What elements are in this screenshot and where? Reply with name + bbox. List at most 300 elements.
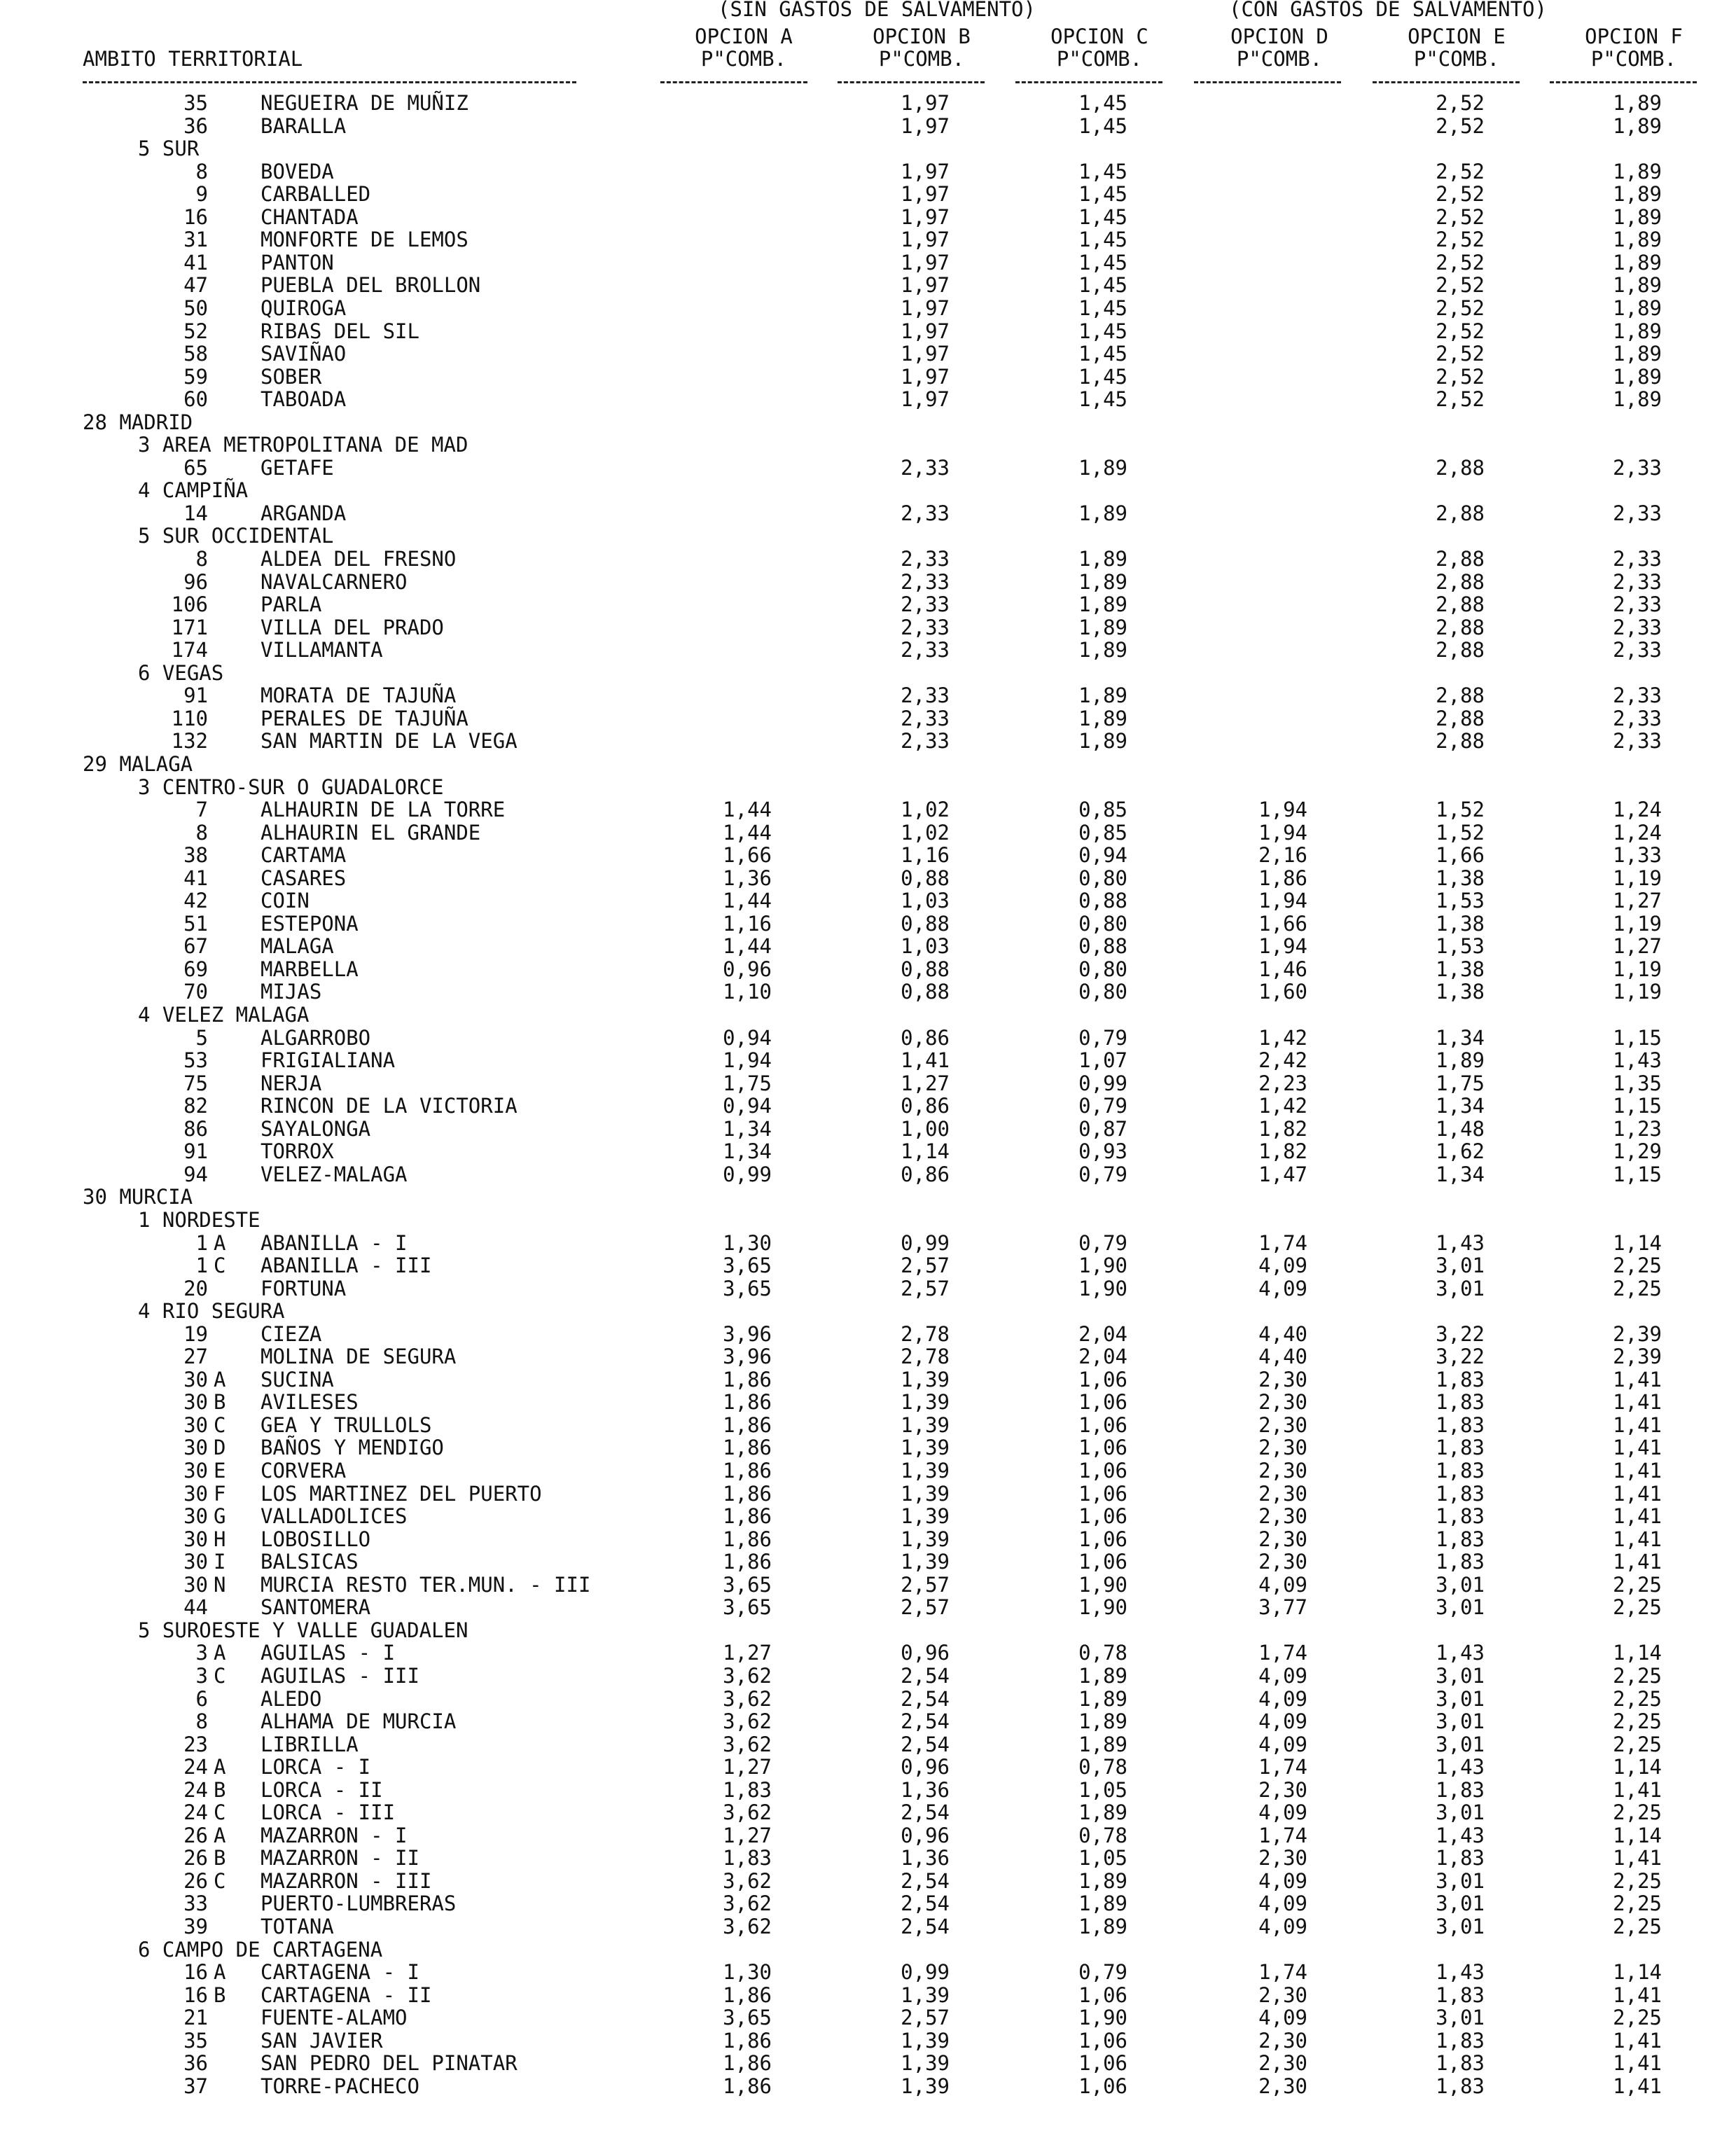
municipality-row <box>0 1095 1736 1117</box>
opcion-f-value: 1,89 <box>1613 228 1662 252</box>
municipality-name: QUIROGA <box>261 296 347 320</box>
opcion-c-value: 1,89 <box>1078 706 1127 730</box>
opcion-e-value: 1,43 <box>1436 1755 1485 1779</box>
opcion-d-value: 2,30 <box>1258 1504 1307 1529</box>
municipality-name: MIJAS <box>261 980 322 1004</box>
opcion-e-value: 2,52 <box>1436 387 1485 412</box>
opcion-b-value: 1,97 <box>901 319 950 343</box>
municipality-code: 8 <box>195 547 208 571</box>
opcion-a-value: 1,86 <box>723 2074 772 2098</box>
opcion-f-value: 1,89 <box>1613 91 1662 115</box>
municipality-code: 37 <box>183 2074 208 2098</box>
opcion-e-value: 3,01 <box>1436 1891 1485 1916</box>
opcion-f-value: 1,89 <box>1613 273 1662 298</box>
municipality-name: ABANILLA - III <box>261 1254 432 1277</box>
opcion-f-value: 1,29 <box>1613 1139 1662 1164</box>
municipality-code: 16 <box>183 204 208 229</box>
opcion-e-value: 2,88 <box>1436 592 1485 617</box>
opcion-d-value: 2,30 <box>1258 1527 1307 1551</box>
opcion-d-value: 1,94 <box>1258 820 1307 845</box>
opcion-b-value: 1,97 <box>901 273 950 298</box>
opcion-c-header: OPCION C <box>1050 25 1148 48</box>
opcion-f-value: 2,39 <box>1613 1345 1662 1369</box>
municipality-row <box>0 2029 1736 2052</box>
opcion-d-value: 1,46 <box>1258 957 1307 981</box>
opcion-b-value: 1,39 <box>901 1504 950 1529</box>
municipality-code: 30 <box>183 1367 208 1391</box>
zone-row <box>0 1004 1736 1026</box>
opcion-f-value: 1,14 <box>1613 1823 1662 1847</box>
municipality-row <box>0 1391 1736 1413</box>
opcion-a-value: 3,62 <box>723 1709 772 1733</box>
municipality-name: SAN JAVIER <box>261 2028 383 2053</box>
opcion-e-value: 3,01 <box>1436 1732 1485 1756</box>
opcion-b-value: 1,39 <box>901 1436 950 1460</box>
opcion-d-value: 1,74 <box>1258 1755 1307 1779</box>
opcion-e-subheader: P"COMB. <box>1413 47 1500 71</box>
opcion-f-value: 2,33 <box>1613 615 1662 639</box>
municipality-name: SAVIÑAO <box>261 342 347 366</box>
opcion-b-value: 1,97 <box>901 91 950 115</box>
opcion-f-value: 2,25 <box>1613 1732 1662 1756</box>
opcion-e-value: 1,83 <box>1436 1983 1485 2007</box>
opcion-b-value: 2,54 <box>901 1663 950 1688</box>
opcion-c-value: 0,80 <box>1078 980 1127 1004</box>
opcion-f-value: 1,41 <box>1613 1481 1662 1506</box>
opcion-e-value: 2,52 <box>1436 273 1485 298</box>
opcion-b-value: 2,54 <box>901 1868 950 1893</box>
municipality-code: 53 <box>183 1048 208 1073</box>
municipality-row <box>0 1345 1736 1368</box>
municipality-name: SAYALONGA <box>261 1116 371 1141</box>
opcion-d-value: 4,09 <box>1258 1800 1307 1825</box>
opcion-c-value: 1,45 <box>1078 319 1127 343</box>
municipality-code: 3 <box>195 1641 208 1665</box>
opcion-b-value: 2,57 <box>901 2006 950 2030</box>
opcion-f-value: 1,27 <box>1613 934 1662 959</box>
zone-row <box>0 1619 1736 1641</box>
municipality-row <box>0 115 1736 137</box>
opcion-e-value: 1,62 <box>1436 1139 1485 1164</box>
opcion-b-value: 1,97 <box>901 250 950 275</box>
opcion-f-value: 2,25 <box>1613 1800 1662 1825</box>
opcion-b-value: 1,97 <box>901 204 950 229</box>
opcion-b-value: 0,88 <box>901 866 950 890</box>
municipality-name: BOVEDA <box>261 159 334 183</box>
opcion-e-value: 1,38 <box>1436 866 1485 890</box>
municipality-row <box>0 1688 1736 1710</box>
opcion-b-value: 1,16 <box>901 843 950 868</box>
opcion-f-value: 2,33 <box>1613 683 1662 708</box>
municipality-code: 8 <box>195 820 208 845</box>
municipality-row <box>0 92 1736 114</box>
opcion-d-value: 1,42 <box>1258 1025 1307 1050</box>
zone-row <box>0 1938 1736 1961</box>
opcion-c-value: 1,89 <box>1078 1868 1127 1893</box>
opcion-d-value: 1,94 <box>1258 889 1307 913</box>
municipality-row <box>0 1049 1736 1071</box>
opcion-e-value: 1,38 <box>1436 957 1485 981</box>
opcion-e-value: 1,83 <box>1436 1436 1485 1460</box>
municipality-row <box>0 320 1736 342</box>
opcion-d-value: 4,09 <box>1258 1663 1307 1688</box>
municipality-code: 132 <box>171 729 208 754</box>
municipality-name: BARALLA <box>261 113 347 138</box>
municipality-row <box>0 867 1736 889</box>
opcion-a-value: 1,86 <box>723 1504 772 1529</box>
municipality-code: 6 <box>195 1686 208 1711</box>
opcion-f-value: 1,19 <box>1613 866 1662 890</box>
municipality-row <box>0 1505 1736 1527</box>
municipality-name: NAVALCARNERO <box>261 569 408 594</box>
opcion-a-value: 1,86 <box>723 1390 772 1415</box>
municipality-name: MAZARRON - III <box>261 1868 432 1893</box>
opcion-f-value: 1,35 <box>1613 1071 1662 1095</box>
opcion-a-value: 1,34 <box>723 1139 772 1164</box>
municipality-code: 75 <box>183 1071 208 1095</box>
municipality-suffix: N <box>214 1572 226 1597</box>
opcion-d-value: 4,09 <box>1258 1572 1307 1597</box>
municipality-row <box>0 1277 1736 1300</box>
opcion-c-value: 1,89 <box>1078 1709 1127 1733</box>
opcion-b-value: 0,96 <box>901 1755 950 1779</box>
municipality-suffix: C <box>214 1412 226 1437</box>
municipality-row <box>0 912 1736 935</box>
opcion-a-value: 3,62 <box>723 1800 772 1825</box>
opcion-b-value: 2,57 <box>901 1276 950 1300</box>
opcion-b-value: 0,86 <box>901 1025 950 1050</box>
opcion-f-value: 1,15 <box>1613 1025 1662 1050</box>
municipality-suffix: B <box>214 1777 226 1802</box>
municipality-name: VILLAMANTA <box>261 638 383 662</box>
opcion-c-value: 1,45 <box>1078 159 1127 183</box>
opcion-b-value: 1,02 <box>901 798 950 821</box>
municipality-row <box>0 1915 1736 1938</box>
municipality-code: 26 <box>183 1846 208 1870</box>
opcion-b-value: 2,33 <box>901 569 950 594</box>
opcion-a-value: 1,86 <box>723 1436 772 1460</box>
opcion-a-value: 3,62 <box>723 1915 772 1938</box>
opcion-e-value: 2,88 <box>1436 615 1485 639</box>
opcion-e-value: 1,83 <box>1436 1504 1485 1529</box>
opcion-a-value: 1,44 <box>723 798 772 821</box>
opcion-b-value: 1,39 <box>901 1390 950 1415</box>
opcion-c-value: 1,05 <box>1078 1777 1127 1802</box>
opcion-d-value: 1,94 <box>1258 798 1307 821</box>
municipality-code: 86 <box>183 1116 208 1141</box>
opcion-b-value: 2,54 <box>901 1686 950 1711</box>
opcion-f-value: 2,33 <box>1613 501 1662 525</box>
municipality-code: 94 <box>183 1162 208 1186</box>
opcion-a-value: 3,65 <box>723 1572 772 1597</box>
municipality-name: SUCINA <box>261 1367 334 1391</box>
municipality-code: 38 <box>183 843 208 868</box>
opcion-b-value: 1,39 <box>901 1367 950 1391</box>
municipality-code: 30 <box>183 1390 208 1415</box>
municipality-suffix: C <box>214 1868 226 1893</box>
opcion-c-value: 1,06 <box>1078 1390 1127 1415</box>
opcion-a-header: OPCION A <box>695 25 793 48</box>
opcion-e-value: 1,48 <box>1436 1116 1485 1141</box>
opcion-b-value: 0,88 <box>901 980 950 1004</box>
opcion-c-value: 1,45 <box>1078 273 1127 298</box>
opcion-f-value: 2,25 <box>1613 1663 1662 1688</box>
opcion-b-value: 0,88 <box>901 957 950 981</box>
municipality-name: AGUILAS - I <box>261 1641 396 1665</box>
opcion-a-value: 0,96 <box>723 957 772 981</box>
opcion-c-value: 0,93 <box>1078 1139 1127 1164</box>
province-row <box>0 411 1736 433</box>
opcion-a-value: 3,62 <box>723 1868 772 1893</box>
opcion-e-value: 2,88 <box>1436 547 1485 571</box>
opcion-f-value: 1,14 <box>1613 1230 1662 1255</box>
opcion-e-value: 2,88 <box>1436 501 1485 525</box>
municipality-code: 42 <box>183 889 208 913</box>
opcion-e-value: 3,01 <box>1436 1276 1485 1300</box>
opcion-a-value: 0,94 <box>723 1094 772 1118</box>
municipality-code: 174 <box>171 638 208 662</box>
municipality-name: VILLA DEL PRADO <box>261 615 444 639</box>
opcion-b-value: 2,33 <box>901 501 950 525</box>
opcion-e-value: 2,88 <box>1436 706 1485 730</box>
opcion-f-value: 1,15 <box>1613 1094 1662 1118</box>
municipality-name: ALHAMA DE MURCIA <box>261 1709 457 1733</box>
opcion-a-value: 1,44 <box>723 889 772 913</box>
opcion-a-value: 3,62 <box>723 1891 772 1916</box>
opcion-f-value: 1,27 <box>1613 889 1662 913</box>
opcion-a-value: 1,86 <box>723 1550 772 1574</box>
municipality-code: 27 <box>183 1345 208 1369</box>
opcion-f-value: 1,41 <box>1613 1846 1662 1870</box>
opcion-a-value: 1,30 <box>723 1230 772 1255</box>
municipality-code: 106 <box>171 592 208 617</box>
municipality-row <box>0 1824 1736 1847</box>
opcion-e-value: 3,01 <box>1436 2006 1485 2030</box>
opcion-f-value: 1,41 <box>1613 1436 1662 1460</box>
opcion-f-value: 1,19 <box>1613 911 1662 936</box>
opcion-b-value: 2,33 <box>901 706 950 730</box>
opcion-e-value: 1,83 <box>1436 1527 1485 1551</box>
opcion-b-value: 2,33 <box>901 592 950 617</box>
opcion-c-value: 1,89 <box>1078 547 1127 571</box>
opcion-b-value: 0,86 <box>901 1094 950 1118</box>
municipality-name: ABANILLA - I <box>261 1230 408 1255</box>
province-row <box>0 1186 1736 1208</box>
zone-row <box>0 1300 1736 1322</box>
municipality-row <box>0 1984 1736 2006</box>
opcion-b-subheader: P"COMB. <box>878 47 965 71</box>
opcion-e-value: 1,34 <box>1436 1094 1485 1118</box>
opcion-e-value: 1,83 <box>1436 2028 1485 2053</box>
opcion-e-value: 3,01 <box>1436 1800 1485 1825</box>
opcion-c-value: 1,90 <box>1078 1276 1127 1300</box>
municipality-code: 1 <box>195 1254 208 1277</box>
municipality-suffix: B <box>214 1846 226 1870</box>
opcion-a-subheader: P"COMB. <box>700 47 787 71</box>
municipality-row <box>0 297 1736 319</box>
municipality-row <box>0 1710 1736 1733</box>
municipality-row <box>0 251 1736 274</box>
zone-row <box>0 662 1736 684</box>
opcion-a-value: 1,44 <box>723 820 772 845</box>
municipality-row <box>0 1892 1736 1915</box>
opcion-b-value: 1,02 <box>901 820 950 845</box>
opcion-f-value: 1,19 <box>1613 957 1662 981</box>
opcion-f-value: 2,33 <box>1613 455 1662 480</box>
opcion-a-value: 1,86 <box>723 1367 772 1391</box>
opcion-b-value: 2,33 <box>901 615 950 639</box>
opcion-b-value: 1,39 <box>901 1983 950 2007</box>
opcion-c-value: 1,06 <box>1078 1481 1127 1506</box>
header-rule-opcion-e <box>1373 81 1520 83</box>
municipality-suffix: E <box>214 1459 226 1483</box>
opcion-a-value: 1,27 <box>723 1755 772 1779</box>
municipality-row <box>0 388 1736 410</box>
opcion-a-value: 0,94 <box>723 1025 772 1050</box>
opcion-b-value: 1,97 <box>901 159 950 183</box>
opcion-e-value: 1,52 <box>1436 798 1485 821</box>
municipality-suffix: G <box>214 1504 226 1529</box>
municipality-code: 31 <box>183 228 208 252</box>
municipality-row <box>0 1323 1736 1345</box>
municipality-name: CARTAGENA - I <box>261 1960 419 1985</box>
opcion-b-value: 1,97 <box>901 364 950 389</box>
opcion-c-value: 2,04 <box>1078 1345 1127 1369</box>
municipality-row <box>0 206 1736 228</box>
opcion-e-value: 1,75 <box>1436 1071 1485 1095</box>
opcion-a-value: 3,65 <box>723 1254 772 1277</box>
zone-row <box>0 137 1736 160</box>
opcion-a-value: 1,10 <box>723 980 772 1004</box>
opcion-c-value: 1,90 <box>1078 1572 1127 1597</box>
opcion-e-value: 1,43 <box>1436 1823 1485 1847</box>
opcion-d-value: 1,82 <box>1258 1139 1307 1164</box>
opcion-e-value: 3,01 <box>1436 1254 1485 1277</box>
municipality-code: 30 <box>183 1504 208 1529</box>
municipality-code: 30 <box>183 1481 208 1506</box>
municipality-name: VALLADOLICES <box>261 1504 408 1529</box>
opcion-e-value: 1,83 <box>1436 1390 1485 1415</box>
opcion-e-value: 1,43 <box>1436 1230 1485 1255</box>
opcion-f-value: 1,89 <box>1613 204 1662 229</box>
municipality-row <box>0 1459 1736 1482</box>
municipality-row <box>0 160 1736 183</box>
opcion-f-value: 1,33 <box>1613 843 1662 868</box>
municipality-name: NEGUEIRA DE MUÑIZ <box>261 91 468 115</box>
municipality-name: TORROX <box>261 1139 334 1164</box>
opcion-c-value: 0,87 <box>1078 1116 1127 1141</box>
opcion-c-value: 1,07 <box>1078 1048 1127 1073</box>
opcion-b-value: 1,39 <box>901 1459 950 1483</box>
municipality-code: 67 <box>183 934 208 959</box>
opcion-d-value: 2,30 <box>1258 1459 1307 1483</box>
opcion-c-value: 0,79 <box>1078 1094 1127 1118</box>
opcion-b-value: 1,03 <box>901 889 950 913</box>
opcion-f-value: 2,39 <box>1613 1321 1662 1346</box>
opcion-c-value: 1,89 <box>1078 501 1127 525</box>
opcion-b-value: 1,41 <box>901 1048 950 1073</box>
municipality-row <box>0 2006 1736 2029</box>
opcion-c-value: 2,04 <box>1078 1321 1127 1346</box>
municipality-code: 69 <box>183 957 208 981</box>
municipality-row <box>0 889 1736 912</box>
zone-row <box>0 525 1736 547</box>
municipality-code: 30 <box>183 1459 208 1483</box>
opcion-f-value: 2,25 <box>1613 2006 1662 2030</box>
municipality-code: 35 <box>183 91 208 115</box>
municipality-name: PANTON <box>261 250 334 275</box>
opcion-e-value: 3,01 <box>1436 1572 1485 1597</box>
opcion-c-value: 1,06 <box>1078 2051 1127 2076</box>
opcion-c-value: 1,06 <box>1078 2028 1127 2053</box>
opcion-c-value: 0,85 <box>1078 820 1127 845</box>
opcion-f-value: 1,89 <box>1613 250 1662 275</box>
opcion-f-value: 2,33 <box>1613 706 1662 730</box>
opcion-e-value: 1,66 <box>1436 843 1485 868</box>
opcion-d-value: 2,30 <box>1258 1390 1307 1415</box>
zone-label: 5 SUR <box>138 137 200 161</box>
opcion-f-value: 1,24 <box>1613 820 1662 845</box>
opcion-c-value: 0,88 <box>1078 889 1127 913</box>
opcion-b-value: 1,97 <box>901 182 950 207</box>
municipality-code: 9 <box>195 182 208 207</box>
opcion-c-value: 1,89 <box>1078 1663 1127 1688</box>
municipality-name: CARTAMA <box>261 843 347 868</box>
opcion-e-value: 1,83 <box>1436 1481 1485 1506</box>
opcion-e-value: 3,01 <box>1436 1686 1485 1711</box>
opcion-c-value: 1,89 <box>1078 1891 1127 1916</box>
header-rule-opcion-d <box>1194 81 1341 83</box>
header-rule-opcion-f <box>1550 81 1697 83</box>
municipality-name: MORATA DE TAJUÑA <box>261 683 457 708</box>
opcion-b-value: 2,33 <box>901 547 950 571</box>
municipality-row <box>0 1574 1736 1596</box>
municipality-suffix: F <box>214 1481 226 1506</box>
municipality-code: 59 <box>183 364 208 389</box>
opcion-b-value: 2,33 <box>901 455 950 480</box>
opcion-f-value: 1,41 <box>1613 1504 1662 1529</box>
municipality-name: MARBELLA <box>261 957 359 981</box>
zone-label: 6 VEGAS <box>138 660 224 685</box>
opcion-e-value: 3,01 <box>1436 1663 1485 1688</box>
opcion-d-value: 4,09 <box>1258 1686 1307 1711</box>
opcion-c-value: 0,79 <box>1078 1162 1127 1186</box>
municipality-code: 96 <box>183 569 208 594</box>
opcion-d-value: 2,30 <box>1258 1412 1307 1437</box>
municipality-name: CARBALLED <box>261 182 371 207</box>
opcion-a-value: 1,75 <box>723 1071 772 1095</box>
opcion-e-value: 1,34 <box>1436 1162 1485 1186</box>
zone-label: 4 RIO SEGURA <box>138 1299 285 1324</box>
opcion-a-value: 1,66 <box>723 843 772 868</box>
opcion-c-value: 1,45 <box>1078 250 1127 275</box>
opcion-a-value: 3,96 <box>723 1345 772 1369</box>
opcion-c-value: 0,79 <box>1078 1025 1127 1050</box>
municipality-row <box>0 684 1736 707</box>
opcion-e-value: 1,83 <box>1436 1550 1485 1574</box>
opcion-f-value: 1,23 <box>1613 1116 1662 1141</box>
opcion-f-value: 1,89 <box>1613 364 1662 389</box>
municipality-name: MALAGA <box>261 934 334 959</box>
municipality-code: 5 <box>195 1025 208 1050</box>
municipality-name: PARLA <box>261 592 322 617</box>
municipality-name: TABOADA <box>261 387 347 412</box>
opcion-c-value: 1,45 <box>1078 113 1127 138</box>
opcion-a-value: 1,86 <box>723 1481 772 1506</box>
opcion-f-value: 1,41 <box>1613 1527 1662 1551</box>
opcion-e-value: 3,22 <box>1436 1345 1485 1369</box>
opcion-c-value: 0,78 <box>1078 1641 1127 1665</box>
